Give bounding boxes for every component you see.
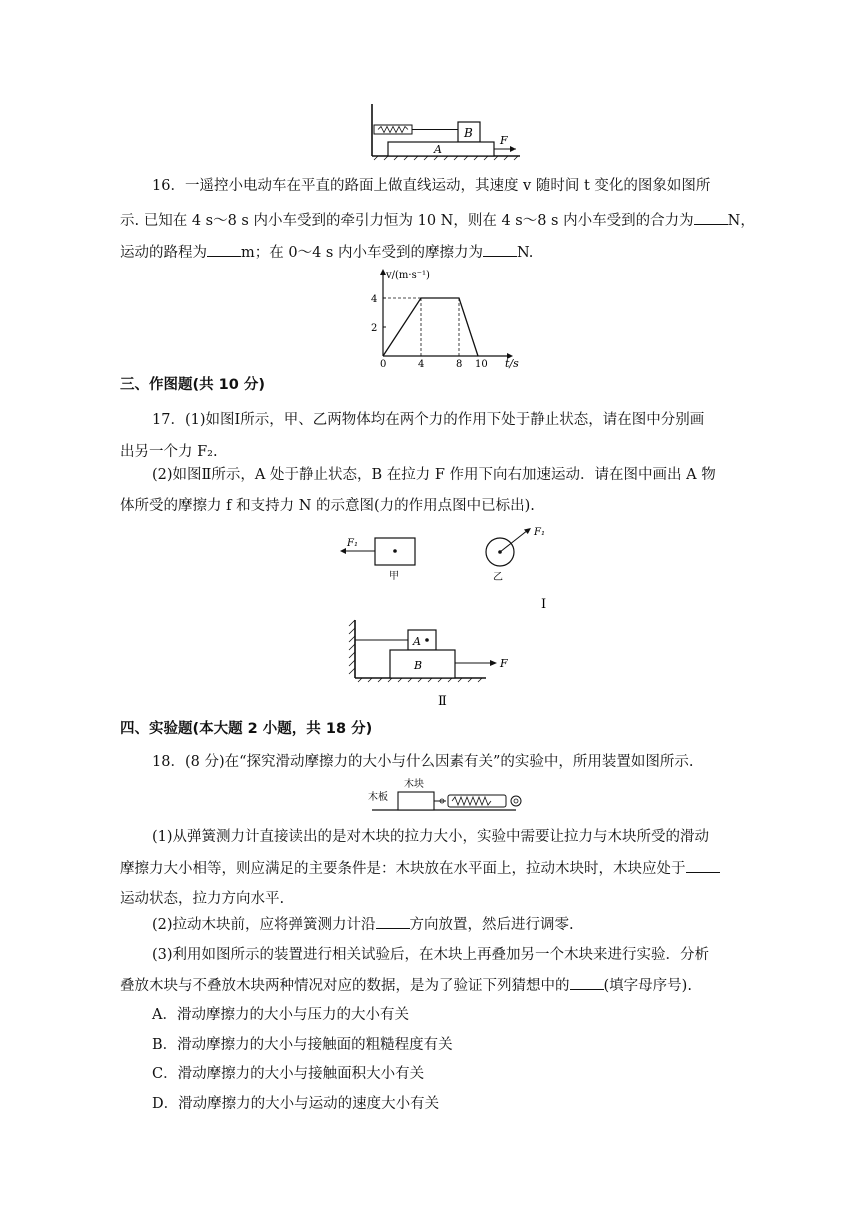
x-tick-label: 4 — [418, 359, 425, 370]
section-4-title: 四、实验题(本大题 2 小题，共 18 分) — [120, 721, 373, 737]
y-axis-label: v/(m·s⁻¹) — [386, 270, 430, 281]
q17-p3: (2)如图Ⅱ所示，A 处于静止状态，B 在拉力 F 作用下向右加速运动．请在图中画出 A 物 — [152, 467, 716, 483]
blank — [686, 858, 720, 873]
figure-2-caption: Ⅱ — [438, 694, 447, 708]
q18-s1-line2 — [120, 858, 740, 879]
q18-s1-line3: 运动状态，拉力方向水平. — [120, 891, 285, 907]
option-a: A．滑动摩擦力的大小与压力的大小有关 — [152, 1007, 409, 1023]
yi-force-label: F₁ — [534, 527, 545, 538]
blank — [376, 914, 410, 929]
q18-s3-line1: (3)利用如图所示的装置进行相关试验后，在木块上再叠加另一个木块来进行实验．分析 — [152, 947, 710, 963]
q18-s3-line2-end: (填字母序号). — [603, 978, 692, 994]
x-tick-label: 0 — [380, 359, 387, 370]
q16-line-3 — [120, 242, 740, 263]
q18-s3-line2 — [120, 975, 740, 996]
block-b-label: B — [464, 126, 473, 140]
option-b: B．滑动摩擦力的大小与接触面的粗糙程度有关 — [152, 1037, 453, 1053]
q18-apparatus-figure — [366, 776, 526, 816]
velocity-time-chart — [360, 266, 520, 370]
blank — [694, 210, 728, 225]
q16-line-2b: N， — [727, 213, 755, 229]
x-axis-label: t/s — [505, 357, 519, 370]
q18-s1-line1: (1)从弹簧测力计直接读出的是对木块的拉力大小，实验中需要让拉力与木块所受的滑动 — [152, 829, 710, 845]
q18-s2-b: 方向放置，然后进行调零. — [409, 917, 574, 933]
block-a-label: A — [413, 635, 421, 648]
q18-s1-line2-text: 摩擦力大小相等，则应满足的主要条件是：木块放在水平面上，拉动木块时，木块应处于 — [120, 861, 686, 877]
yi-label: 乙 — [493, 572, 503, 583]
block-label: 木块 — [404, 779, 424, 790]
series-line — [383, 298, 478, 356]
q18-intro: 18．(8 分)在“探究滑动摩擦力的大小与什么因素有关”的实验中，所用装置如图所示. — [152, 754, 694, 770]
figure-top-spring-blocks — [360, 98, 530, 162]
y-tick-label: 4 — [371, 294, 378, 305]
option-c: C．滑动摩擦力的大小与接触面积大小有关 — [152, 1066, 425, 1082]
q16-line-3c: N. — [516, 245, 534, 261]
jia-force-label: F₁ — [347, 538, 358, 549]
q16-line-3a: 运动的路程为 — [120, 245, 207, 261]
blank — [207, 242, 241, 257]
option-d: D．滑动摩擦力的大小与运动的速度大小有关 — [152, 1096, 440, 1112]
q16-line-3b: m；在 0～4 s 内小车受到的摩擦力为 — [241, 245, 483, 261]
figure-2-blocks — [346, 618, 536, 708]
q16-line-2 — [120, 210, 755, 231]
block-b-label: B — [414, 659, 423, 672]
figure-1-jia-yi — [335, 522, 585, 614]
block-b — [390, 650, 455, 678]
force-f-label: F — [500, 134, 508, 147]
block-a-label: A — [434, 143, 442, 156]
q16-line-1: 16．一遥控小电动车在平直的路面上做直线运动，其速度 v 随时间 t 变化的图象如图所 — [152, 178, 711, 194]
q18-s2 — [152, 914, 772, 935]
blank — [483, 242, 517, 257]
q16-line-2a: 示. 已知在 4 s～8 s 内小车受到的牵引力恒为 10 N，则在 4 s～8 s 内小车受到的合力为 — [120, 213, 694, 229]
q17-p1: 17．(1)如图Ⅰ所示，甲、乙两物体均在两个力的作用下处于静止状态，请在图中分别画 — [152, 412, 705, 428]
q17-p4: 体所受的摩擦力 f 和支持力 N 的示意图(力的作用点图中已标出). — [120, 498, 535, 514]
figure-1-caption: Ⅰ — [541, 597, 547, 612]
q17-p2: 出另一个力 F₂. — [120, 444, 218, 460]
blank — [570, 975, 604, 990]
section-3-title: 三、作图题(共 10 分) — [120, 377, 266, 393]
jia-label: 甲 — [389, 571, 399, 582]
x-tick-label: 10 — [475, 359, 488, 370]
y-tick-label: 2 — [371, 323, 378, 334]
force-f-label: F — [500, 657, 508, 670]
q18-s3-line2-text: 叠放木块与不叠放木块两种情况对应的数据，是为了验证下列猜想中的 — [120, 978, 570, 994]
board-label: 木板 — [368, 792, 388, 803]
q18-s2-a: (2)拉动木块前，应将弹簧测力计沿 — [152, 917, 376, 933]
x-tick-label: 8 — [456, 359, 463, 370]
